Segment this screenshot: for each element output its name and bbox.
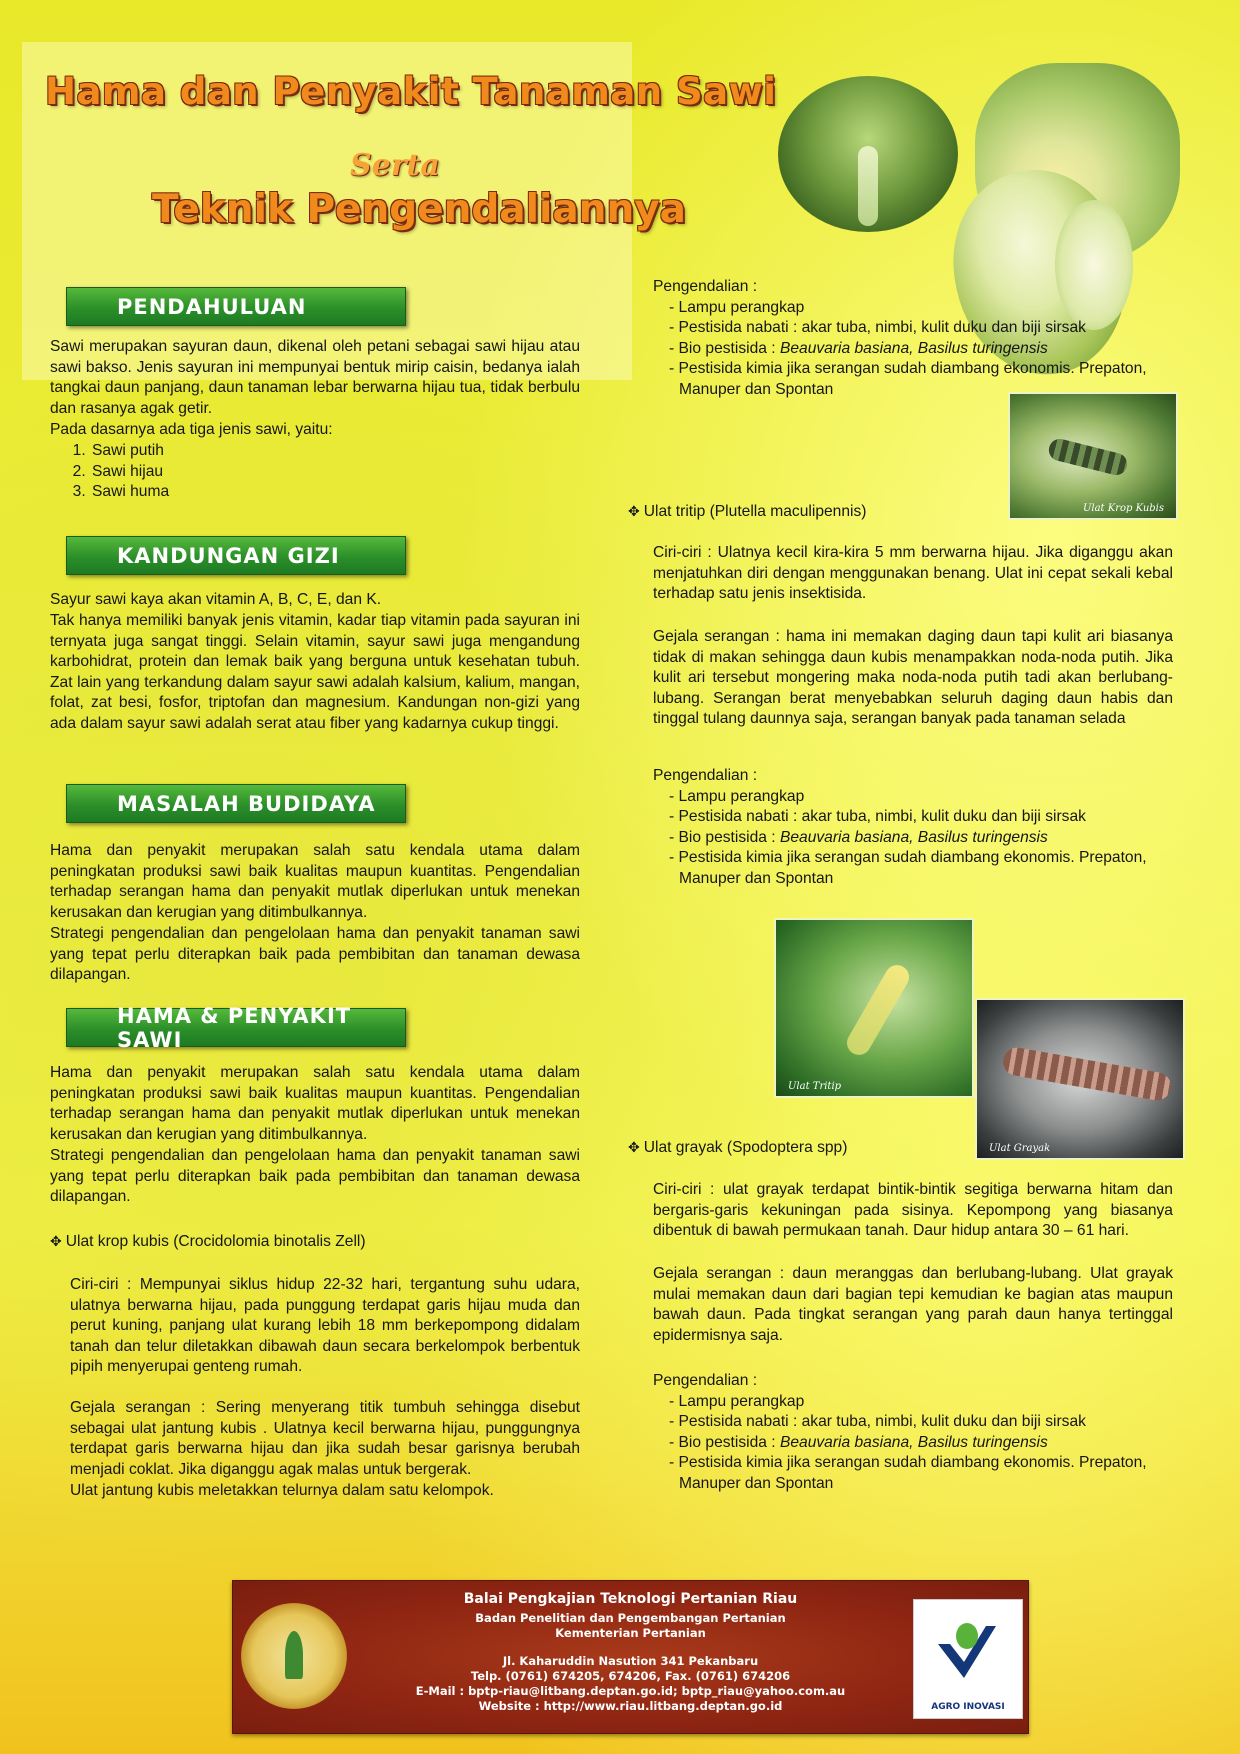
cabbage-photo-1: [778, 76, 958, 232]
section-heading-hama: HAMA & PENYAKIT SAWI: [66, 1008, 406, 1047]
pest-title-grayak: [628, 1138, 968, 1159]
list-item: - Pestisida kimia jika serangan sudah diambang ekonomis. Prepaton, Manuper dan Spontan: [669, 849, 1147, 887]
footer-website: Website : http://www.riau.litbang.deptan.go.id: [478, 1699, 783, 1713]
pengendalian-heading: Pengendalian :: [653, 1372, 758, 1389]
title-line-2: Serta: [350, 148, 440, 183]
masalah-body-2: Strategi pengendalian dan pengelolaan hama dan penyakit tanaman sawi yang tepat perlu diterapkan baik pada pembibitan dan tanaman dewasa dilapangan.: [50, 925, 580, 983]
pengendalian-block-1: [653, 277, 1183, 400]
gizi-body-1: Sayur sawi kaya akan vitamin A, B, C, E, dan K.: [50, 591, 382, 608]
sawi-types-list: [50, 441, 390, 503]
pest-title-tritip: [628, 502, 1028, 523]
krop-extra: Ulat jantung kubis meletakkan telurnya dalam satu kelompok.: [70, 1482, 494, 1499]
grayak-ciri: Ciri-ciri : ulat grayak terdapat bintik-bintik segitiga berwarna hitam dan bergaris-garis kekuningan pada sisinya. Kepompong yang biasanya dibentuk di bawah permukaan tanah. Daur hidup antara 30 – 61 hari.: [653, 1181, 1173, 1239]
masalah-body-1: Hama dan penyakit merupakan salah satu kendala utama dalam peningkatan produksi sawi baik kualitas maupun kuantitas. Pengendalian terhadap serangan hama dan penyakit mutlak diperlukan untuk menekan kerusakan dan kerugian yang ditimbulkannya.: [50, 842, 580, 921]
footer-org: Balai Pengkajian Teknologi Pertanian Riau: [463, 1591, 798, 1607]
photo-caption: Ulat Krop Kubis: [1082, 503, 1164, 514]
title-line-3: Teknik Pengendaliannya: [152, 187, 686, 232]
footer-parent: Badan Penelitian dan Pengembangan Pertanian: [475, 1611, 786, 1625]
hama-body-2: Strategi pengendalian dan pengelolaan hama dan penyakit tanaman sawi yang tepat perlu diterapkan baik pada pembibitan dan tanaman dewasa dilapangan.: [50, 1147, 580, 1205]
list-item: - Bio pestisida : Beauvaria basiana, Basilus turingensis: [669, 339, 1048, 357]
logo-text: AGRO INOVASI: [931, 1702, 1005, 1712]
footer-banner: [232, 1580, 1029, 1734]
title-line-1: Hama dan Penyakit Tanaman Sawi: [45, 70, 777, 113]
list-item: 3. Sawi huma: [90, 482, 390, 503]
footer-ministry: Kementerian Pertanian: [555, 1626, 706, 1640]
caterpillar-image: [1047, 437, 1130, 478]
krop-ciri: Ciri-ciri : Mempunyai siklus hidup 22-32 hari, tergantung suhu udara, ulatnya berwarna hijau, pada punggung terdapat garis hijau muda dan perut kuning, panjang ulat kurang lebih 18 mm berkepompong didalam tanah dan telur diletakkan dibawah daun secara berkelompok berbentuk pipih menyerupai genteng rumah.: [70, 1276, 580, 1375]
list-item: 2. Sawi hijau: [90, 462, 390, 483]
krop-gejala: Gejala serangan : Sering menyerang titik tumbuh sehingga disebut sebagai ulat jantung kubis . Ulatnya kecil berwarna hijau, punggungnya terdapat garis berwarna hijau dan jika sudah besar garisnya berubah menjadi coklat. Jika diganggu agak malas untuk bergerak.: [70, 1399, 580, 1478]
tritip-gejala: Gejala serangan : hama ini memakan daging daun tapi kulit ari biasanya tidak di makan sehingga daun kubis menampakkan noda-noda putih. Jika kulit ari tersebut mongering maka noda-noda putih tadi akan berlubang-lubang. Serangan berat menyebabkan seluruh daging daun habis dan tinggal tulang daunnya saja, serangan banyak pada tanaman selada: [653, 628, 1173, 727]
grayak-gejala: Gejala serangan : daun meranggas dan berlubang-lubang. Ulat grayak mulai memakan daun dari bagian tepi kemudian ke bagian atas maupun bawah daun. Pada tingkat serangan yang parah daun hanya tertinggal epidermisnya saja.: [653, 1265, 1173, 1344]
list-item: 1. Sawi putih: [90, 441, 390, 462]
hama-body-1: Hama dan penyakit merupakan salah satu kendala utama dalam peningkatan produksi sawi baik kualitas maupun kuantitas. Pengendalian terhadap serangan hama dan penyakit mutlak diperlukan untuk menekan kerusakan dan kerugian yang ditimbulkannya.: [50, 1064, 580, 1143]
list-item: - Lampu perangkap: [669, 1392, 805, 1410]
list-item: - Pestisida kimia jika serangan sudah diambang ekonomis. Prepaton, Manuper dan Spontan: [669, 360, 1147, 398]
pengendalian-block-3: [653, 1371, 1183, 1494]
footer-email: E-Mail : bptp-riau@litbang.deptan.go.id; bptp_riau@yahoo.com.au: [415, 1684, 846, 1698]
pest-name: Ulat krop kubis (Crocidolomia binotalis Zell): [65, 1233, 366, 1250]
photo-caption: Ulat Tritip: [788, 1081, 842, 1092]
bullet-icon: ✥: [628, 1140, 640, 1156]
checkmark-icon: [934, 1620, 1000, 1680]
list-item: - Lampu perangkap: [669, 298, 805, 316]
footer-phone: Telp. (0761) 674205, 674206, Fax. (0761) 674206: [470, 1669, 791, 1683]
list-item: - Pestisida nabati : akar tuba, nimbi, kulit duku dan biji sirsak: [669, 319, 1086, 336]
list-item: - Pestisida nabati : akar tuba, nimbi, kulit duku dan biji sirsak: [669, 808, 1086, 825]
ulat-grayak-photo: [975, 998, 1185, 1160]
section-heading-gizi: KANDUNGAN GIZI: [66, 536, 406, 575]
list-item: - Pestisida nabati : akar tuba, nimbi, kulit duku dan biji sirsak: [669, 1413, 1086, 1430]
agro-inovasi-logo: [913, 1599, 1023, 1719]
caterpillar-image: [1001, 1045, 1173, 1102]
pengendalian-heading: Pengendalian :: [653, 767, 758, 784]
caterpillar-image: [843, 961, 914, 1060]
bullet-icon: ✥: [628, 504, 640, 520]
bullet-icon: ✥: [50, 1234, 62, 1250]
ulat-krop-photo: [1008, 392, 1178, 520]
list-item: - Pestisida kimia jika serangan sudah diambang ekonomis. Prepaton, Manuper dan Spontan: [669, 1454, 1147, 1492]
section-heading-masalah: MASALAH BUDIDAYA: [66, 784, 406, 823]
tritip-ciri: Ciri-ciri : Ulatnya kecil kira-kira 5 mm berwarna hijau. Jika diganggu akan menjatuhkan diri dengan menggunakan benang. Ulat ini cepat sekali kebal terhadap satu jenis insektisida.: [653, 544, 1173, 602]
pendahuluan-body: Sawi merupakan sayuran daun, dikenal oleh petani sebagai sawi hijau atau sawi bakso. Jenis sayuran ini mempunyai bentuk mirip caisin, bedanya ialah tangkai daun panjang, daun tanaman lebar berwarna hijau tua, tidak berbulu dan rasanya agak getir.: [50, 338, 580, 417]
pengendalian-heading: Pengendalian :: [653, 278, 758, 295]
section-heading-pendahuluan: PENDAHULUAN: [66, 287, 406, 326]
ulat-tritip-photo: [774, 918, 974, 1098]
photo-caption: Ulat Grayak: [989, 1143, 1051, 1154]
footer-address: Jl. Kaharuddin Nasution 341 Pekanbaru: [502, 1654, 759, 1668]
pengendalian-block-2: [653, 766, 1183, 889]
pest-name: Ulat grayak (Spodoptera spp): [643, 1139, 848, 1156]
pest-name: Ulat tritip (Plutella maculipennis): [643, 503, 867, 520]
list-item: - Bio pestisida : Beauvaria basiana, Basilus turingensis: [669, 828, 1048, 846]
pendahuluan-list-intro: Pada dasarnya ada tiga jenis sawi, yaitu:: [50, 421, 333, 438]
list-item: - Lampu perangkap: [669, 787, 805, 805]
list-item: - Bio pestisida : Beauvaria basiana, Basilus turingensis: [669, 1433, 1048, 1451]
gizi-body-2: Tak hanya memiliki banyak jenis vitamin, kadar tiap vitamin pada sayuran ini ternyata juga sangat tinggi. Selain vitamin, sayur sawi juga mengandung karbohidrat, protein dan lemak baik yang berguna untuk kesehatan tubuh. Zat lain yang terkandung dalam sayur sawi adalah kalsium, kalium, mangan, folat, zat besi, fosfor, triptofan dan magnesium. Kandungan non-gizi yang ada dalam sayur sawi adalah serat atau fiber yang kadarnya cukup tinggi.: [50, 612, 580, 732]
pest-title-krop: [50, 1232, 580, 1253]
